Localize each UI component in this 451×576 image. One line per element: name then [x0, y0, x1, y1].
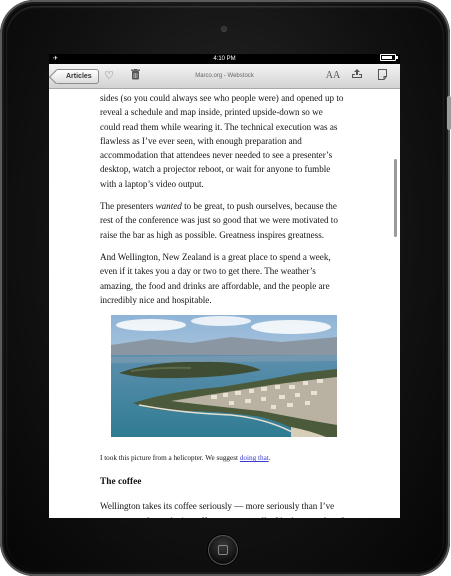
article-body	[100, 91, 344, 550]
doing-that-link[interactable]: doing that	[239, 454, 269, 463]
share-icon[interactable]	[350, 69, 364, 83]
battery-icon	[380, 54, 396, 61]
side-switch	[447, 96, 451, 130]
heart-icon[interactable]: ♡	[104, 70, 114, 82]
paragraph: Wellington takes its coffee seriously — more seriously than I’ve ever seen a place take its coffee — so naturally, I had to try a lot of it. The highlights:	[100, 501, 344, 541]
section-heading: The coffee	[100, 477, 142, 488]
screen	[49, 54, 400, 541]
home-button[interactable]	[208, 535, 238, 565]
airplane-icon: ✈	[53, 56, 59, 62]
battery-area	[380, 54, 396, 61]
photo-caption: I took this picture from a helicopter. We suggest doing that.	[100, 454, 271, 463]
paragraph: sides (so you could always see who people were) and opened up to reveal a schedule and map inside, printed upside-down so we could read them while wearing it. The technical execution was as flawless as I’ve ever seen, with enough preparation and accommodation that attendees never needed to see a presenter’s desktop, watch a projector reboot, or wait for anyone to fumble with a laptop’s video output.	[100, 93, 344, 189]
notes-icon[interactable]	[376, 69, 388, 83]
page-title: Marco.org - Webstock	[195, 73, 254, 79]
article-view[interactable]	[49, 89, 400, 541]
paragraph: The presenters wanted to be great, to push ourselves, because the rest of the conference was just so good that we were motivated to raise the bar as high as possible. Greatness inspires greatness.	[100, 201, 338, 240]
front-camera	[221, 26, 227, 32]
status-time: 4:10 PM	[213, 56, 236, 62]
text-size-icon[interactable]: AA	[325, 70, 341, 81]
status-bar	[49, 54, 400, 64]
toolbar	[49, 64, 400, 89]
articles-back-button[interactable]: Articles	[55, 69, 99, 84]
paragraph: And Wellington, New Zealand is a great place to spend a week, even if it takes you a day or two to get there. The weather’s amazing, the food and drinks are affordable, and the people are incredibly nice and hospitable.	[100, 251, 331, 305]
wellington-photo	[111, 315, 337, 437]
scrollbar[interactable]	[394, 159, 397, 237]
